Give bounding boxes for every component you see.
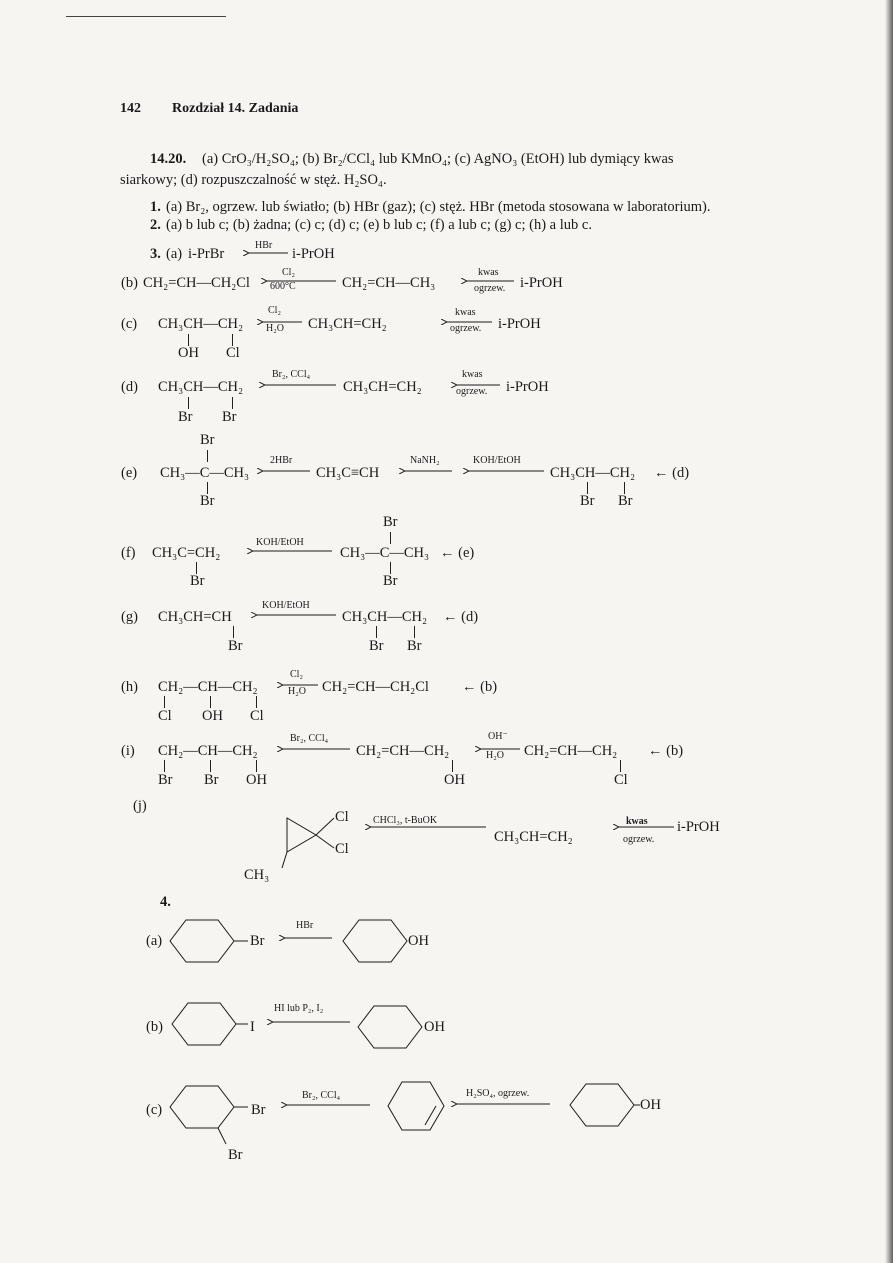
bond bbox=[316, 835, 334, 848]
formula-3e-start: CH₃CH—CH₂ bbox=[550, 465, 636, 481]
reagent-3j-2: kwas bbox=[626, 816, 648, 827]
reference-3f: ← (e) bbox=[440, 545, 475, 561]
reagent-3i-1: Br₂, CCl₄ bbox=[290, 733, 329, 744]
cond-3b-1: 600°C bbox=[270, 281, 296, 292]
reagent-3c-2: kwas bbox=[455, 307, 476, 318]
reagent-3d-1: Br₂, CCl₄ bbox=[272, 369, 311, 380]
formula-3h-start: CH₂=CH—CH₂Cl bbox=[322, 679, 429, 695]
bond bbox=[282, 852, 287, 868]
label-3b: (b) bbox=[121, 275, 138, 291]
substituent: Br bbox=[190, 573, 205, 589]
formula-3b-start: i-PrOH bbox=[520, 275, 563, 291]
substituent: Br bbox=[228, 638, 243, 654]
bond bbox=[316, 818, 334, 835]
substituent: OH bbox=[424, 1019, 445, 1035]
substituent: OH bbox=[408, 933, 429, 949]
label-3a: (a) bbox=[166, 246, 183, 262]
substituent: Br bbox=[200, 432, 215, 448]
substituent: Br bbox=[200, 493, 215, 509]
formula-3g-start: CH₃CH—CH₂ bbox=[342, 609, 428, 625]
label-3d: (d) bbox=[121, 379, 138, 395]
reagent-3c-1: Cl₂ bbox=[268, 305, 281, 316]
substituent: Br bbox=[618, 493, 633, 509]
chapter-title: Rozdział 14. Zadania bbox=[172, 101, 299, 116]
answer-2-text: (a) b lub c; (b) żadna; (c) c; (d) c; (e) b lub c; (f) a lub c; (g) c; (h) a lub c. bbox=[166, 217, 592, 233]
cyclohexane-ring bbox=[170, 1086, 234, 1128]
substituent: OH bbox=[640, 1097, 661, 1113]
formula-3h-product: CH₂—CH—CH₂ bbox=[158, 679, 258, 695]
label-3c: (c) bbox=[121, 316, 138, 332]
cyclohexane-ring bbox=[170, 920, 234, 962]
substituent: Br bbox=[369, 638, 384, 654]
answer-14-20-line1: (a) CrO₃/H₂SO₄; (b) Br₂/CCl₄ lub KMnO₄; (c) AgNO₃ (EtOH) lub dymiący kwas bbox=[202, 151, 674, 167]
cond-3d-2: ogrzew. bbox=[456, 386, 488, 397]
reagent-3a: HBr bbox=[255, 240, 273, 251]
reagent-4c-1: Br₂, CCl₄ bbox=[302, 1090, 341, 1101]
substituent: Br bbox=[222, 409, 237, 425]
reagent-3e-1: 2HBr bbox=[270, 455, 293, 466]
answer-number-3: 3. bbox=[150, 246, 161, 262]
formula-3b-product: CH₂=CH—CH₂Cl bbox=[143, 275, 250, 291]
formula-3e-product: CH₃—C—CH₃ bbox=[160, 465, 250, 481]
reagent-3g: KOH/EtOH bbox=[262, 600, 310, 611]
substituent: Cl bbox=[335, 841, 349, 857]
substituent: I bbox=[250, 1019, 255, 1035]
label-3f: (f) bbox=[121, 545, 136, 561]
cond-3j-2: ogrzew. bbox=[623, 834, 655, 845]
cyclohexane-ring bbox=[570, 1084, 634, 1126]
label-3j: (j) bbox=[133, 798, 147, 814]
substituent: OH bbox=[202, 708, 223, 724]
label-3g: (g) bbox=[121, 609, 138, 625]
cond-3c-2: ogrzew. bbox=[450, 323, 482, 334]
reagent-4a: HBr bbox=[296, 920, 314, 931]
formula-3i-start: CH₂=CH—CH₂ bbox=[524, 743, 618, 759]
reference-3i: ← (b) bbox=[648, 743, 684, 759]
label-4c: (c) bbox=[146, 1102, 163, 1118]
answer-14-20-line2: siarkowy; (d) rozpuszczalność w stęż. H₂SO₄. bbox=[120, 172, 387, 188]
substituent: Cl bbox=[250, 708, 264, 724]
formula-3a-product: i-PrBr bbox=[188, 246, 225, 262]
substituent: Cl bbox=[226, 345, 240, 361]
substituent: Br bbox=[383, 514, 398, 530]
reagent-3j-1: CHCl₃, t-BuOK bbox=[373, 815, 438, 826]
reagent-3e-3: KOH/EtOH bbox=[473, 455, 521, 466]
reagent-3i-2: OH⁻ bbox=[488, 731, 508, 742]
cond-3i-2: H₂O bbox=[486, 750, 504, 761]
cyclohexane-ring bbox=[358, 1006, 422, 1048]
answer-number-14-20: 14.20. bbox=[150, 151, 187, 167]
substituent: Br bbox=[204, 772, 219, 788]
reference-3g: ← (d) bbox=[443, 609, 479, 625]
formula-3e-mid: CH₃C≡CH bbox=[316, 465, 380, 481]
substituent: OH bbox=[444, 772, 465, 788]
page-number: 142 bbox=[120, 101, 141, 116]
answer-number-2: 2. bbox=[150, 217, 161, 233]
formula-3d-product: CH₃CH—CH₂ bbox=[158, 379, 244, 395]
substituent: Br bbox=[228, 1147, 243, 1163]
formula-3f-product: CH₃C=CH₂ bbox=[152, 545, 221, 561]
reagent-3f: KOH/EtOH bbox=[256, 537, 304, 548]
substituent: OH bbox=[178, 345, 199, 361]
cond-3b-2: ogrzew. bbox=[474, 283, 506, 294]
label-3h: (h) bbox=[121, 679, 138, 695]
label-4b: (b) bbox=[146, 1019, 163, 1035]
substituent: Br bbox=[383, 573, 398, 589]
formula-3f-start: CH₃—C—CH₃ bbox=[340, 545, 430, 561]
reagent-3d-2: kwas bbox=[462, 369, 483, 380]
substituent: Br bbox=[178, 409, 193, 425]
substituent: Br bbox=[158, 772, 173, 788]
substituent: Cl bbox=[335, 809, 349, 825]
formula-3c-product: CH₃CH—CH₂ bbox=[158, 316, 244, 332]
substituent: Cl bbox=[614, 772, 628, 788]
formula-3a-start: i-PrOH bbox=[292, 246, 335, 262]
formula-3i-product: CH₂—CH—CH₂ bbox=[158, 743, 258, 759]
answer-1-text: (a) Br₂, ogrzew. lub światło; (b) HBr (gaz); (c) stęż. HBr (metoda stosowana w laboratorium). bbox=[166, 199, 711, 215]
label-3i: (i) bbox=[121, 743, 135, 759]
formula-3c-mid: CH₃CH=CH₂ bbox=[308, 316, 387, 332]
substituent: CH₃ bbox=[244, 867, 270, 883]
substituent: OH bbox=[246, 772, 267, 788]
formula-3d-mid: CH₃CH=CH₂ bbox=[343, 379, 422, 395]
substituent: Cl bbox=[158, 708, 172, 724]
bond bbox=[218, 1128, 226, 1144]
label-4a: (a) bbox=[146, 933, 163, 949]
reagent-3h: Cl₂ bbox=[290, 669, 303, 680]
reagent-3b-1: Cl₂ bbox=[282, 267, 295, 278]
reagent-3e-2: NaNH₂ bbox=[410, 455, 440, 466]
substituent: Br bbox=[251, 1102, 266, 1118]
cyclopropane-ring bbox=[287, 818, 316, 852]
reference-3h: ← (b) bbox=[462, 679, 498, 695]
substituent: Br bbox=[250, 933, 265, 949]
formula-3i-mid: CH₂=CH—CH₂ bbox=[356, 743, 450, 759]
label-3e: (e) bbox=[121, 465, 138, 481]
formula-3c-start: i-PrOH bbox=[498, 316, 541, 332]
cyclohexane-ring bbox=[172, 1003, 236, 1045]
substituent: Br bbox=[580, 493, 595, 509]
reagent-3b-2: kwas bbox=[478, 267, 499, 278]
formula-3d-start: i-PrOH bbox=[506, 379, 549, 395]
answer-number-4: 4. bbox=[160, 894, 171, 910]
reference-3e: ← (d) bbox=[654, 465, 690, 481]
reagent-4b: HI lub P₂, I₂ bbox=[274, 1003, 324, 1014]
formula-3b-mid: CH₂=CH—CH₃ bbox=[342, 275, 436, 291]
formula-3j-start: i-PrOH bbox=[677, 819, 720, 835]
reagent-4c-2: H₂SO₄, ogrzew. bbox=[466, 1088, 530, 1099]
cond-3c-1: H₂O bbox=[266, 323, 284, 334]
formula-3j-mid: CH₃CH=CH₂ bbox=[494, 829, 573, 845]
cond-3h: H₂O bbox=[288, 686, 306, 697]
cyclohexane-ring bbox=[343, 920, 407, 962]
answer-number-1: 1. bbox=[150, 199, 161, 215]
formula-3g-product: CH₃CH=CH bbox=[158, 609, 232, 625]
substituent: Br bbox=[407, 638, 422, 654]
